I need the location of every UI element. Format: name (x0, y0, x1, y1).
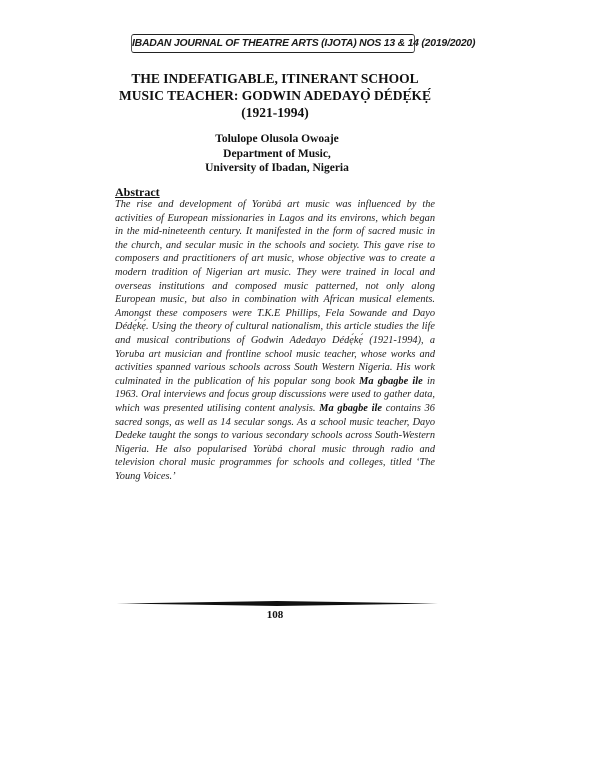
title-line: MUSIC TEACHER: GODWIN ADEDAYỌ̀ DÉDẸ́KẸ́ (118, 88, 432, 103)
title-line: (1921-1994) (241, 105, 309, 120)
article-title (115, 70, 435, 121)
journal-header: IBADAN JOURNAL OF THEATRE ARTS (IJOTA) NOS 13 & 14 (2019/2020) (131, 34, 415, 53)
footer-rule-shape (116, 601, 438, 606)
footer-rule (116, 601, 438, 606)
title-line: THE INDEFATIGABLE, ITINERANT SCHOOL (131, 71, 419, 86)
page-number: 108 (266, 609, 284, 621)
author-department: Department of Music, (223, 147, 331, 160)
abstract-text-segment: contains 36 sacred songs, as well as 14 secular songs. As a school music teacher, Dayo Dedeke taught the songs to various secondary schools across South-Western Nigeria. He also popularised Yorùbá choral music through radio and television choral music programmes for schools and colleges, titled ‘The Young Voices.’ (115, 402, 435, 482)
book-title: Ma gbagbe ile (319, 402, 382, 414)
author-name: Tolulope Olusola Owoaje (215, 133, 339, 145)
author-block (150, 132, 404, 176)
abstract-text-segment: The rise and development of Yorùbá art music was influenced by the activities of European missionaries in Lagos and its environs, which began in the mid-nineteenth century. It manifested in the form of sacred music in the church, and secular music in the schools and society. This gave rise to composers and practitioners of art music, whose objective was to create a modern tradition of Nigerian art music. They were trained in local and overseas institutions and composed music patterned, not only along European music, but also in combination with African musical elements. Amongst these composers were T.K.E Phillips, Fela Sowande and Dayo Dédẹ́kẹ́. Using the theory of cultural nationalism, this article studies the life and musical contributions of Godwin Adedayo Dédẹ́kẹ́ (1921-1994), a Yoruba art musician and frontline school music teacher, whose works and activities spanned various schools across South Western Nigeria. His work culminated in the publication of his popular song book (115, 199, 435, 387)
author-institution: University of Ibadan, Nigeria (205, 162, 349, 174)
abstract-heading: Abstract (115, 185, 160, 199)
abstract-body (115, 198, 435, 483)
book-title: Ma gbagbe ile (359, 375, 423, 387)
abstract-text-segment: in 1963. Oral interviews and focus group discussions were used to gather data, which was presented utilising content analysis. (115, 375, 435, 414)
